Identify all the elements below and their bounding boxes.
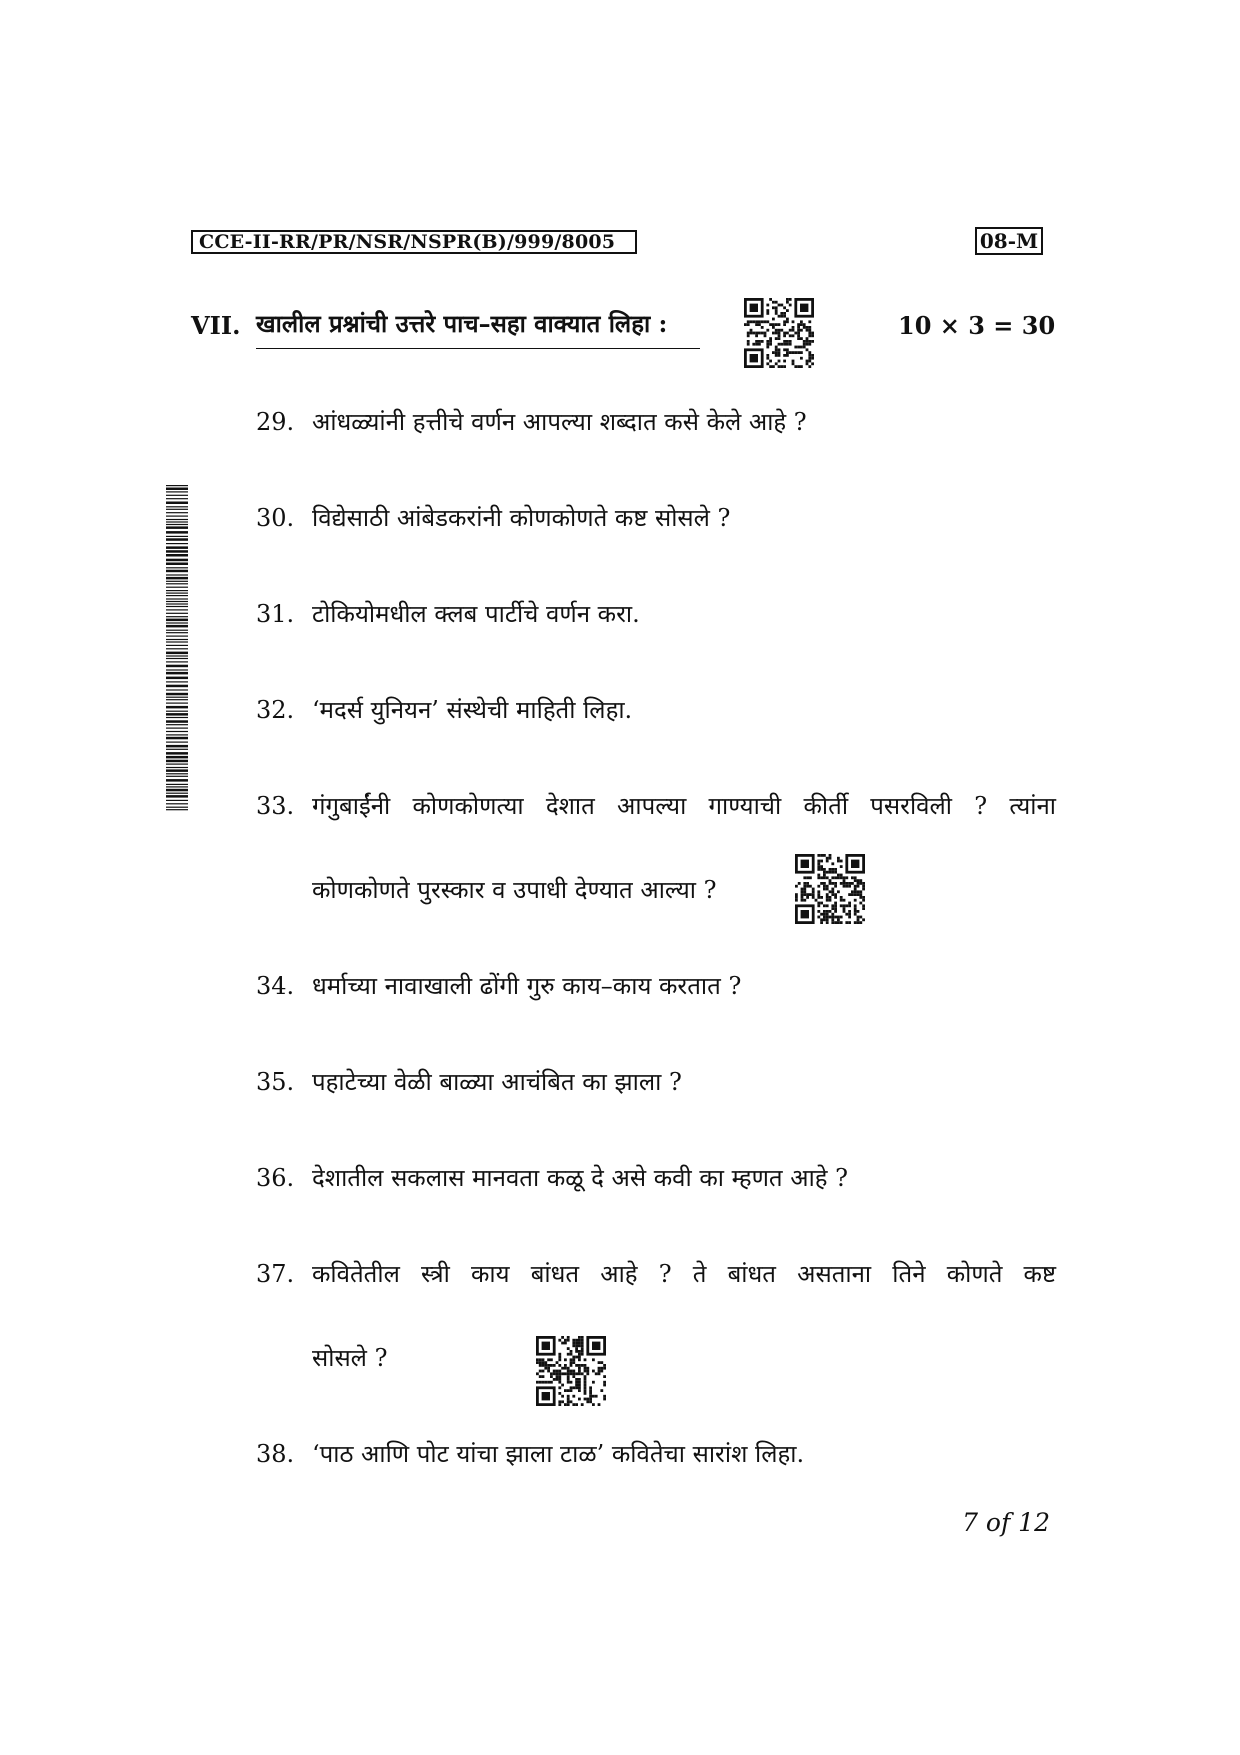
section-number: VII. bbox=[191, 311, 241, 340]
question-number: 31. bbox=[256, 600, 295, 628]
question-text: कवितेतील स्त्री काय बांधत आहे ? ते बांधत असताना तिने कोणते कष्ट bbox=[312, 1260, 1056, 1288]
question-number: 33. bbox=[256, 792, 295, 820]
section-title: खालील प्रश्नांची उत्तरे पाच–सहा वाक्यात लिहा : bbox=[256, 308, 700, 349]
question-text: ‘पाठ आणि पोट यांचा झाला टाळ’ कवितेचा सारांश लिहा. bbox=[312, 1440, 805, 1468]
question-text: धर्माच्या नावाखाली ढोंगी गुरु काय–काय करतात ? bbox=[312, 972, 742, 1000]
exam-code: CCE-II-RR/PR/NSR/NSPR(B)/999/8005 bbox=[191, 230, 637, 254]
question-37-continuation: सोसले ? bbox=[312, 1344, 388, 1372]
qr-code-icon bbox=[536, 1336, 606, 1406]
page-number: 7 of 12 bbox=[962, 1508, 1050, 1537]
question-number: 37. bbox=[256, 1260, 295, 1288]
paper-code: 08-M bbox=[975, 227, 1043, 255]
question-number: 29. bbox=[256, 408, 295, 436]
question-text: देशातील सकलास मानवता कळू दे असे कवी का म्हणत आहे ? bbox=[312, 1164, 849, 1192]
question-number: 30. bbox=[256, 504, 295, 532]
question-number: 34. bbox=[256, 972, 295, 1000]
question-text: गंगुबाईंनी कोणकोणत्या देशात आपल्या गाण्याची कीर्ती पसरविली ? त्यांना bbox=[312, 792, 1056, 820]
question-number: 38. bbox=[256, 1440, 295, 1468]
question-33-continuation: कोणकोणते पुरस्कार व उपाधी देण्यात आल्या ? bbox=[312, 876, 717, 904]
qr-code-icon bbox=[795, 854, 865, 924]
question-text: पहाटेच्या वेळी बाळ्या आचंबित का झाला ? bbox=[312, 1068, 682, 1096]
question-number: 35. bbox=[256, 1068, 295, 1096]
qr-code-icon bbox=[744, 298, 814, 368]
question-number: 32. bbox=[256, 696, 295, 724]
question-text: आंधळ्यांनी हत्तीचे वर्णन आपल्या शब्दात कसे केले आहे ? bbox=[312, 408, 807, 436]
question-text: ‘मदर्स युनियन’ संस्थेची माहिती लिहा. bbox=[312, 696, 633, 724]
question-text: विद्येसाठी आंबेडकरांनी कोणकोणते कष्ट सोसले ? bbox=[312, 504, 731, 532]
question-text: टोकियोमधील क्लब पार्टीचे वर्णन करा. bbox=[312, 600, 640, 628]
section-marks: 10 × 3 = 30 bbox=[898, 311, 1056, 340]
question-number: 36. bbox=[256, 1164, 295, 1192]
vertical-barcode bbox=[166, 485, 188, 815]
